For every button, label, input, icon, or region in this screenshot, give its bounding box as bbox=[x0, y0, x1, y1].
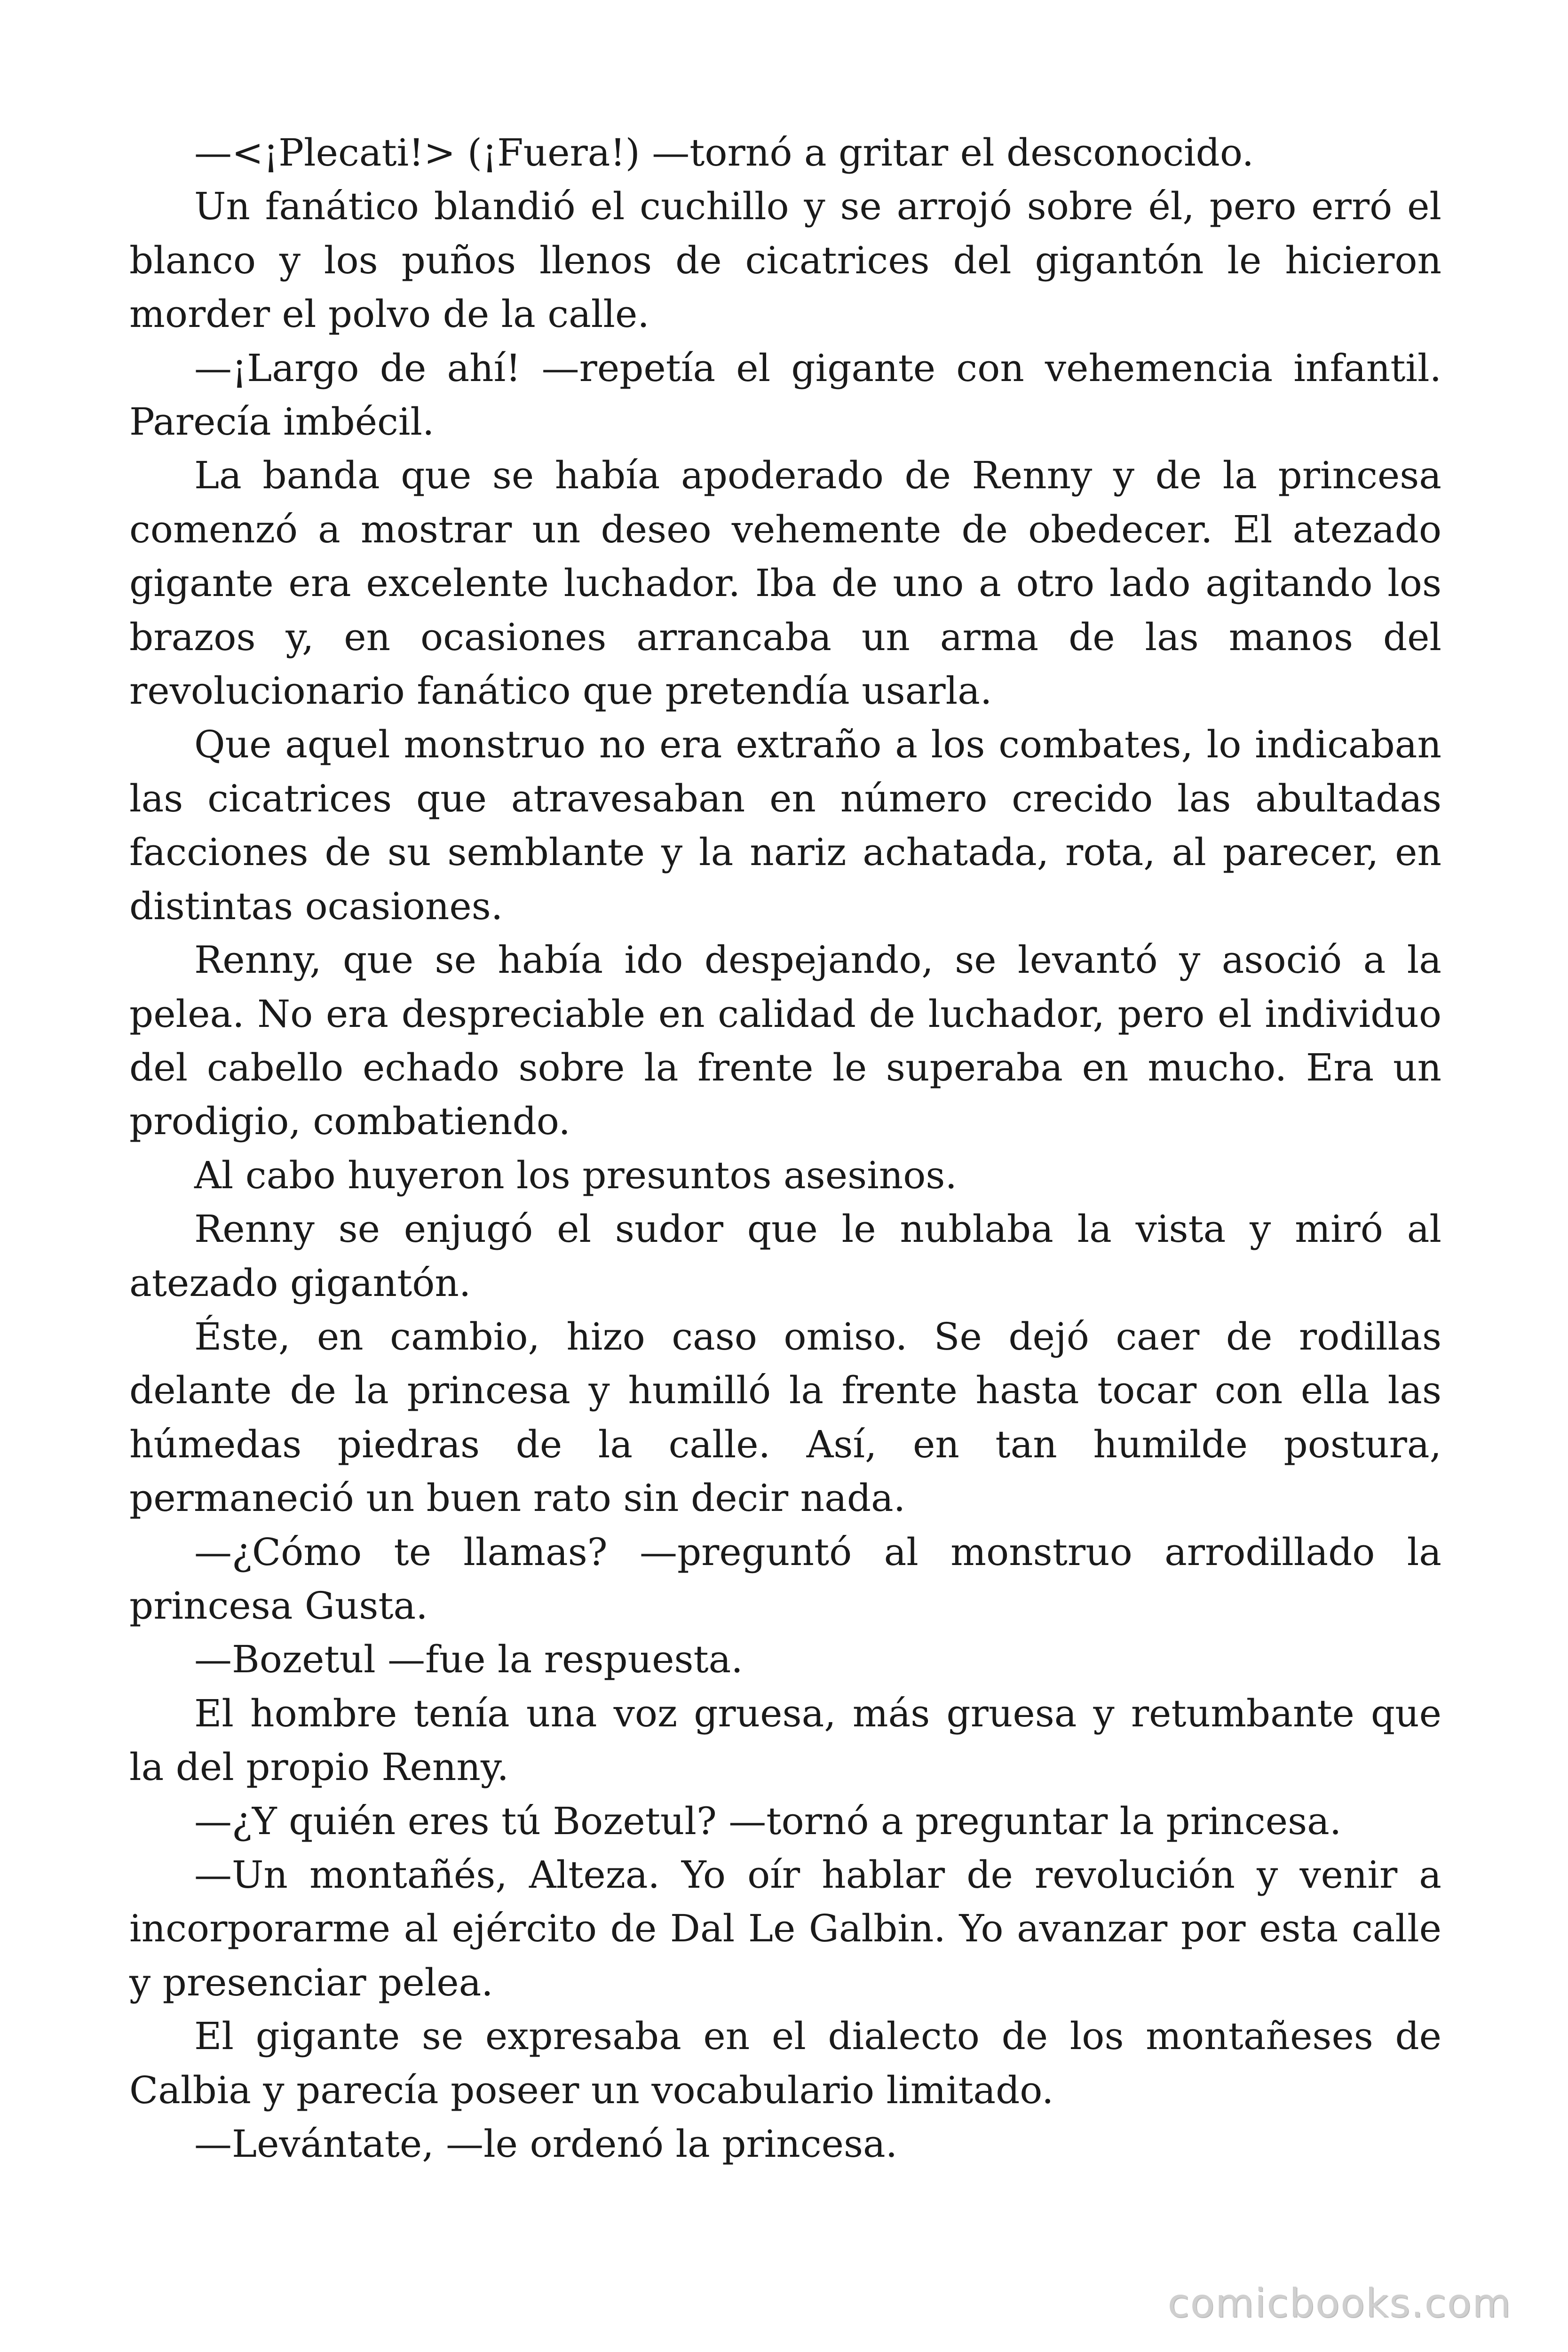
paragraph: Al cabo huyeron los presuntos asesinos. bbox=[194, 1153, 957, 1197]
paragraph: —¿Cómo te llamas? —preguntó al monstruo arrodillado la princesa Gusta. bbox=[129, 1530, 1441, 1628]
paragraph: —¡Largo de ahí! —repetía el gigante con vehemencia infantil. Parecía imbécil. bbox=[129, 346, 1441, 444]
paragraph: Renny se enjugó el sudor que le nublaba la vista y miró al atezado gigantón. bbox=[129, 1207, 1441, 1305]
paragraph: Que aquel monstruo no era extraño a los combates, lo indicaban las cicatrices que atravesaban en número crecido las abultadas facciones de su semblante y la nariz achatada, rota, al parecer, en distintas ocasiones. bbox=[129, 723, 1441, 928]
watermark: comicbooks.com bbox=[1167, 2280, 1512, 2326]
paragraph: El hombre tenía una voz gruesa, más gruesa y retumbante que la del propio Renny. bbox=[129, 1691, 1441, 1789]
paragraph: —Un montañés, Alteza. Yo oír hablar de revolución y venir a incorporarme al ejército de Dal Le Galbin. Yo avanzar por esta calle y presenciar pelea. bbox=[129, 1853, 1441, 2004]
paragraph: El gigante se expresaba en el dialecto de los montañeses de Calbia y parecía poseer un vocabulario limitado. bbox=[129, 2014, 1441, 2112]
paragraph: —<¡Plecati!> (¡Fuera!) —tornó a gritar el desconocido. bbox=[194, 131, 1254, 175]
paragraph: La banda que se había apoderado de Renny y de la princesa comenzó a mostrar un deseo vehemente de obedecer. El atezado gigante era excelente luchador. Iba de uno a otro lado agitando los brazos y, en ocasiones arrancaba un arma de las manos del revolucionario fanático que pretendía usarla. bbox=[129, 453, 1441, 713]
paragraph: Un fanático blandió el cuchillo y se arrojó sobre él, pero erró el blanco y los puños llenos de cicatrices del gigantón le hicieron morder el polvo de la calle. bbox=[129, 184, 1441, 336]
paragraph: Renny, que se había ido despejando, se levantó y asoció a la pelea. No era despreciable en calidad de luchador, pero el individuo del cabello echado sobre la frente le superaba en mucho. Era un prodigio, combatiendo. bbox=[129, 938, 1441, 1144]
paragraph: —Levántate, —le ordenó la princesa. bbox=[194, 2122, 898, 2166]
paragraph: —¿Y quién eres tú Bozetul? —tornó a preguntar la princesa. bbox=[194, 1799, 1342, 1843]
body-text bbox=[129, 126, 1441, 2171]
paragraph: Éste, en cambio, hizo caso omiso. Se dejó caer de rodillas delante de la princesa y humilló la frente hasta tocar con ella las húmedas piedras de la calle. Así, en tan humilde postura, permaneció un buen rato sin decir nada. bbox=[129, 1314, 1441, 1520]
paragraph: —Bozetul —fue la respuesta. bbox=[194, 1637, 743, 1682]
